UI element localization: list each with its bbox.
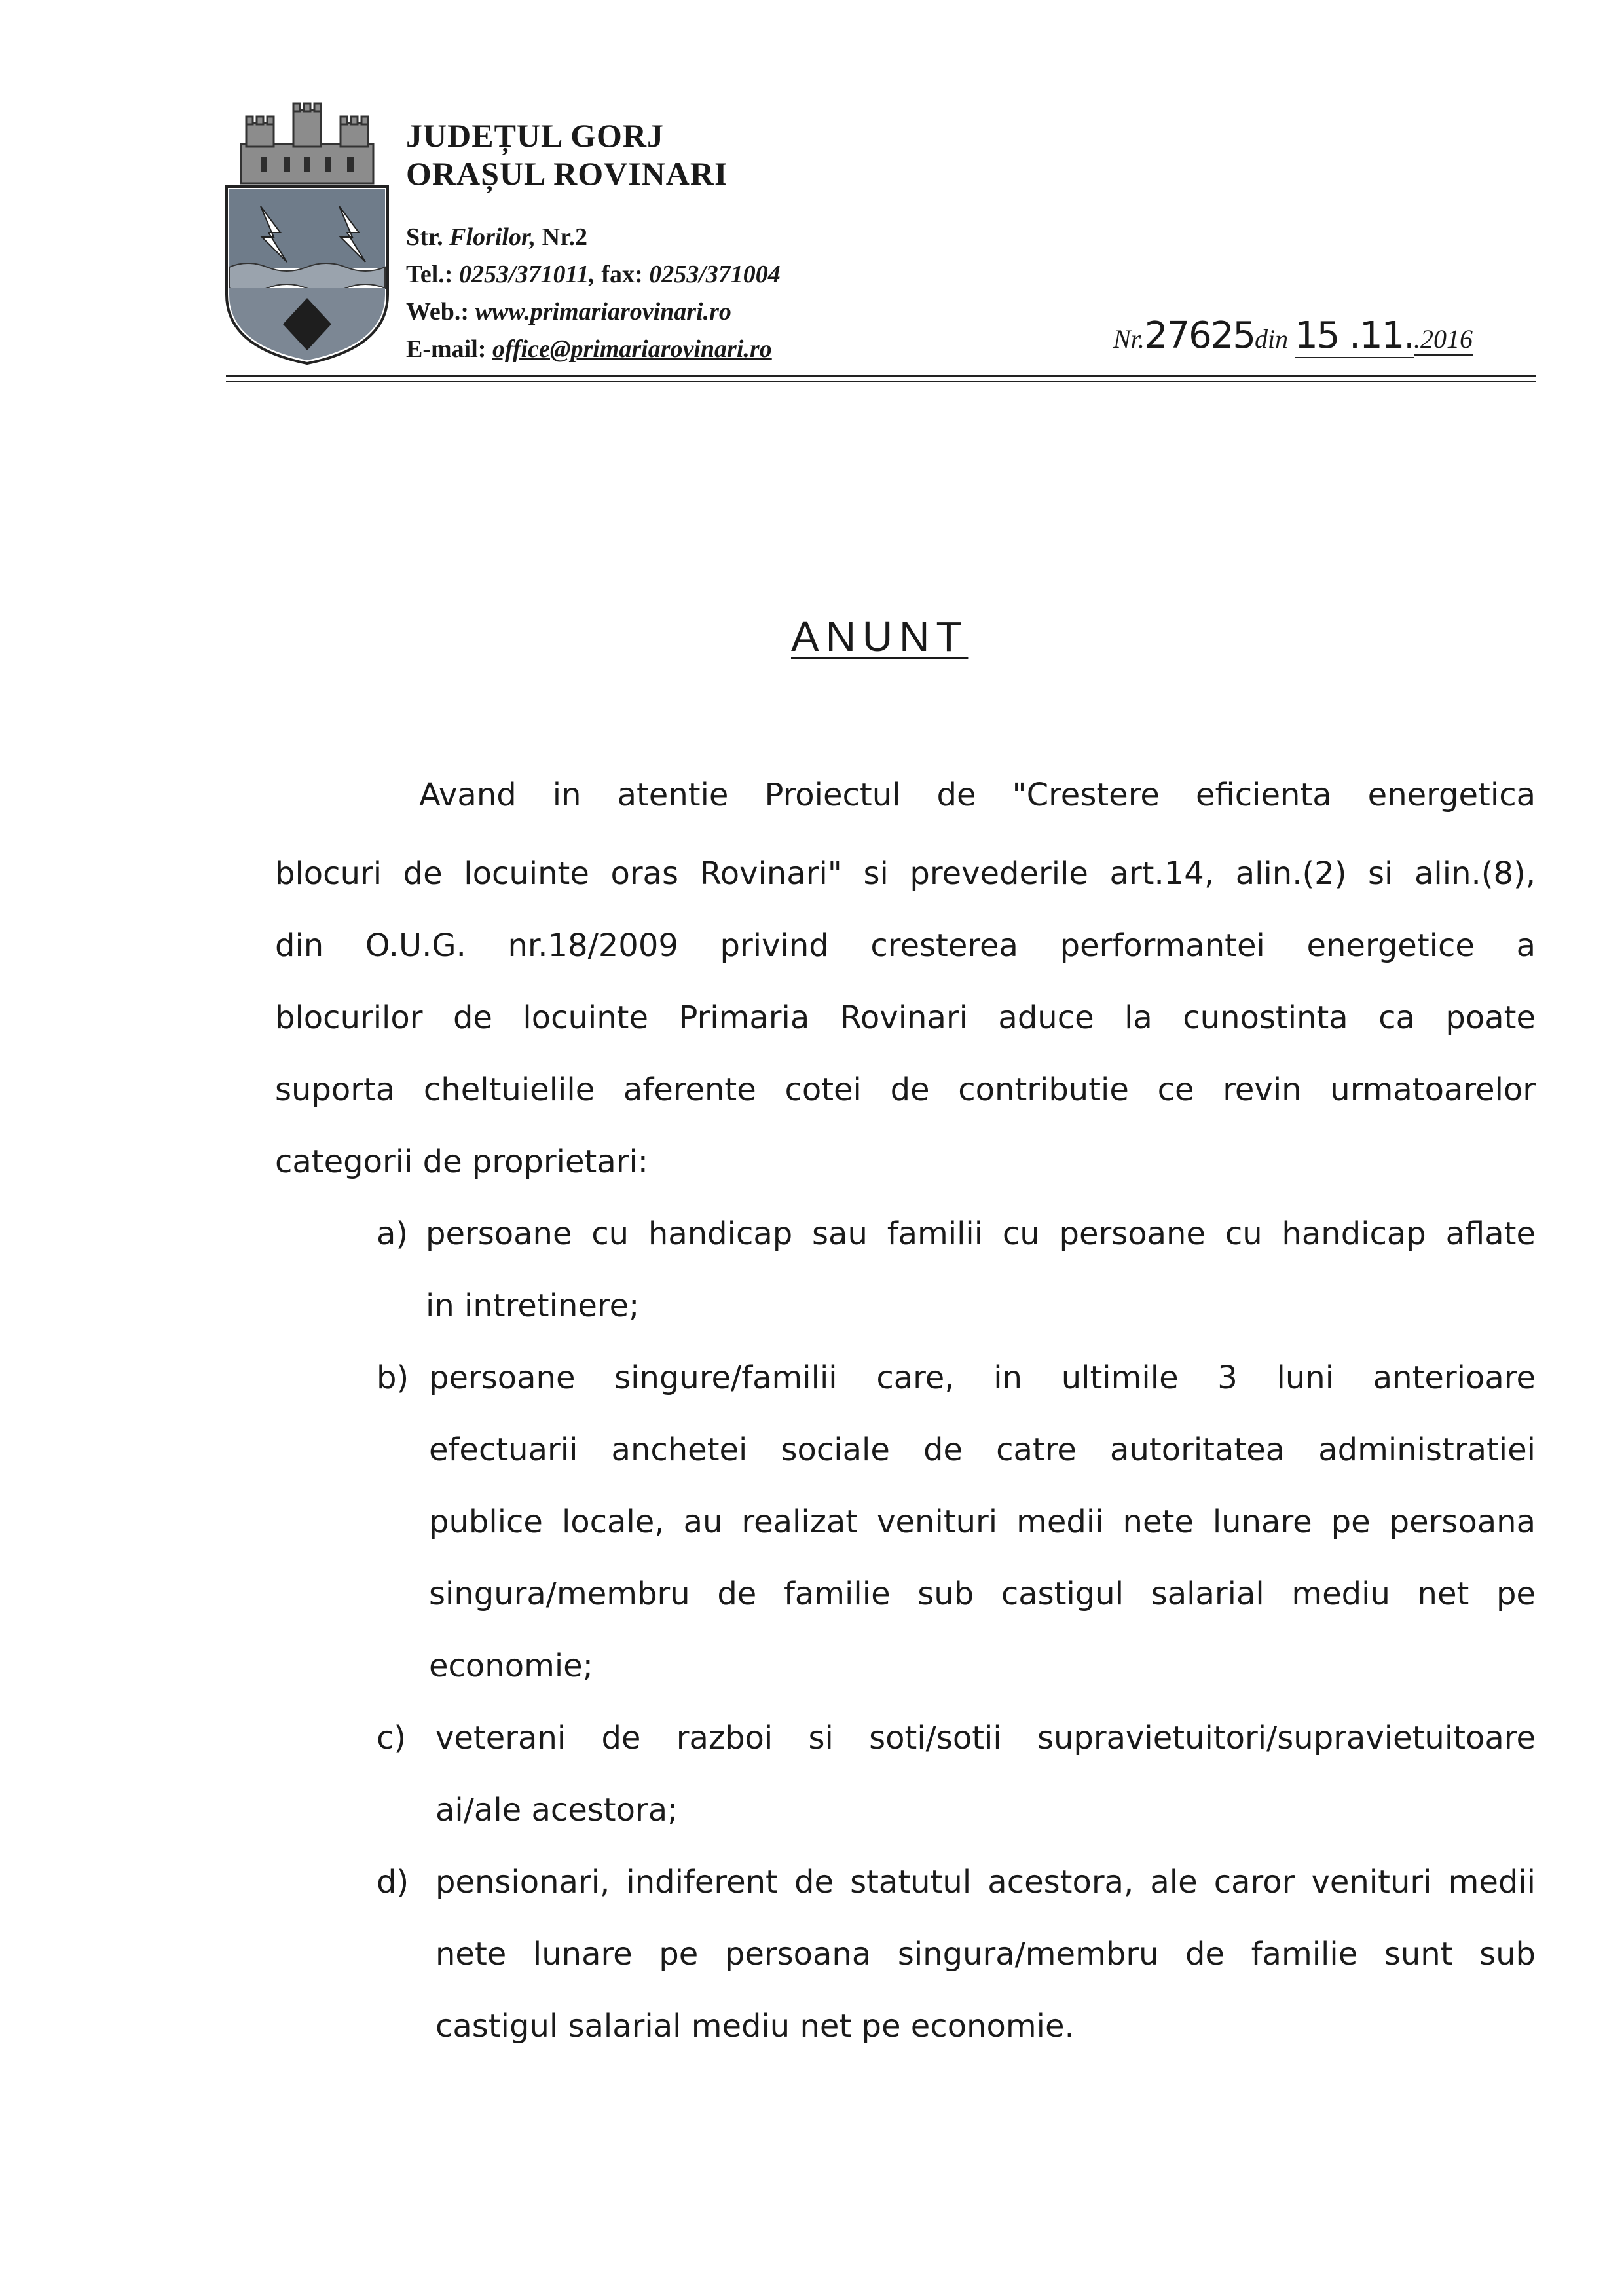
email-line	[406, 331, 1126, 368]
reg-year: .2016	[1414, 324, 1473, 356]
web-value: www.primariarovinari.ro	[475, 298, 731, 325]
list-marker: a)	[377, 1215, 409, 1252]
letterhead-text	[406, 117, 1126, 368]
reg-din: din	[1254, 324, 1289, 354]
intro-line: blocuri de locuinte oras Rovinari" si prevederile art.14, alin.(2) si alin.(8),	[275, 855, 1536, 892]
list-marker: d)	[377, 1864, 409, 1900]
phone-line	[406, 256, 1126, 293]
email-label: E-mail:	[406, 335, 487, 363]
list-item-line: nete lunare pe persoana singura/membru de familie sunt sub	[435, 1936, 1536, 1972]
reg-prefix: Nr.	[1113, 324, 1145, 354]
intro-line: din O.U.G. nr.18/2009 privind cresterea performantei energetice a	[275, 927, 1536, 964]
intro-line: suporta cheltuielile aferente cotei de contributie ce revin urmatoarelor	[275, 1071, 1536, 1108]
reg-number: 27625	[1144, 314, 1255, 357]
list-item-line: in intretinere;	[426, 1287, 640, 1324]
intro-line: Avand in atentie Proiectul de "Crestere eficienta energetica	[419, 777, 1536, 813]
web-line	[406, 293, 1126, 331]
street-number: Nr.2	[542, 223, 587, 251]
list-item-line: persoane singure/familii care, in ultimile 3 luni anterioare	[429, 1360, 1536, 1396]
list-item-line: economie;	[429, 1648, 593, 1684]
tel-label: Tel.:	[406, 261, 453, 288]
coat-of-arms-emblem	[221, 98, 393, 367]
county-name: JUDEȚUL GORJ	[406, 117, 665, 154]
reg-date: 15 .11.	[1295, 314, 1414, 357]
contact-block	[406, 219, 1126, 368]
list-marker: b)	[377, 1360, 409, 1396]
street-value: Florilor,	[449, 223, 536, 251]
fax-label: fax:	[601, 261, 643, 288]
list-item-line: publice locale, au realizat venituri medii nete lunare pe persoana	[429, 1504, 1536, 1540]
fax-value: 0253/371004	[649, 261, 781, 288]
registration-number	[1113, 314, 1532, 358]
list-item-line: castigul salarial mediu net pe economie.	[435, 2008, 1075, 2045]
list-item-line: ai/ale acestora;	[435, 1792, 678, 1828]
list-item-line: singura/membru de familie sub castigul salarial mediu net pe	[429, 1576, 1536, 1612]
list-item-line: pensionari, indiferent de statutul acestora, ale caror venituri medii	[435, 1864, 1536, 1900]
list-marker: c)	[377, 1720, 407, 1756]
intro-line: categorii de proprietari:	[275, 1143, 648, 1180]
email-value: office@primariarovinari.ro	[492, 335, 772, 363]
list-item-line: veterani de razboi si soti/sotii supravietuitori/supravietuitoare	[435, 1720, 1536, 1756]
web-label: Web.:	[406, 298, 470, 325]
town-name: ORAȘUL ROVINARI	[406, 155, 728, 192]
intro-line: blocurilor de locuinte Primaria Rovinari aduce la cunostinta ca poate	[275, 999, 1536, 1036]
header-rule-thick	[226, 375, 1536, 377]
header-rule-thin	[226, 381, 1536, 382]
list-item-line: efectuarii anchetei sociale de catre autoritatea administratiei	[429, 1432, 1536, 1468]
list-item-line: persoane cu handicap sau familii cu persoane cu handicap aflate	[426, 1215, 1536, 1252]
street-label: Str.	[406, 223, 443, 251]
tel-value: 0253/371011,	[458, 261, 595, 288]
address-line	[406, 219, 1126, 256]
document-title: ANUNT	[791, 613, 969, 660]
